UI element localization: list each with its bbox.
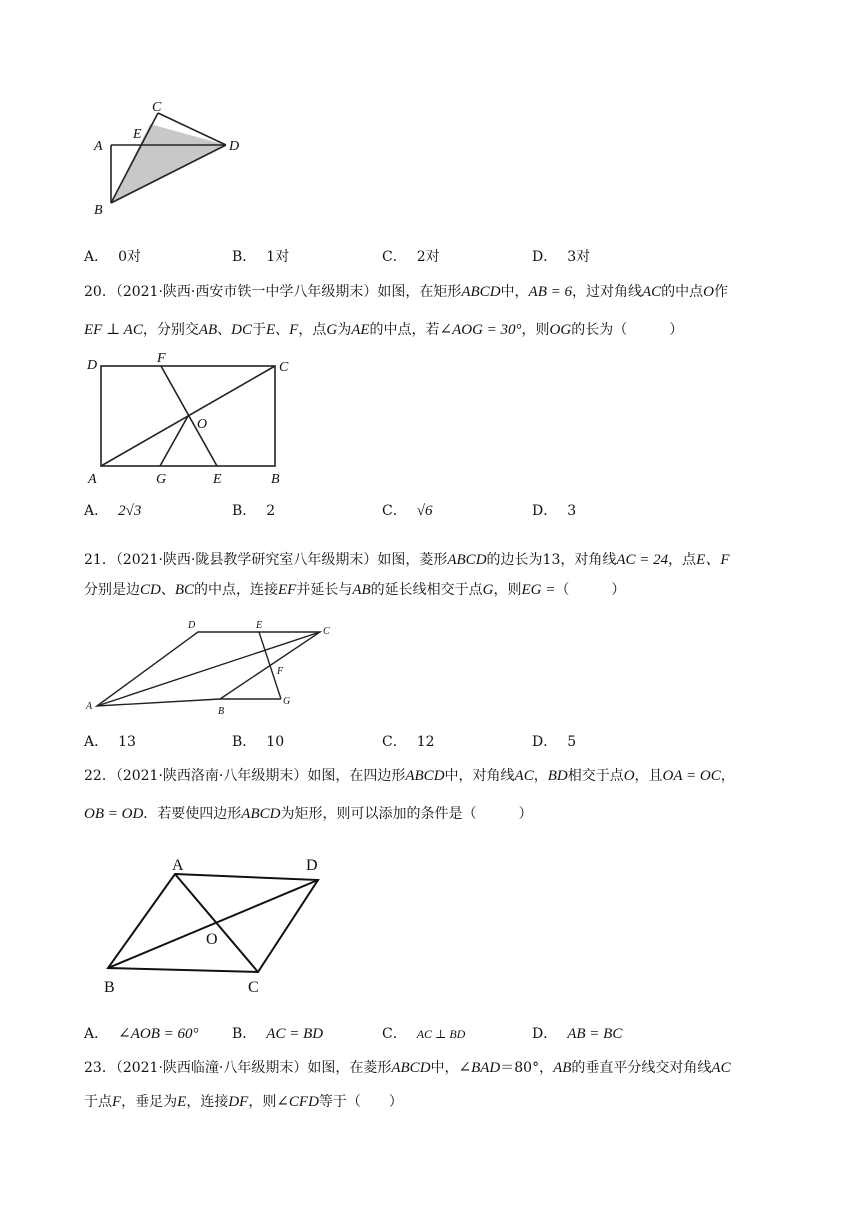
q19-label-c: C	[152, 100, 162, 115]
q20-option-d[interactable]: D． 3	[532, 503, 577, 519]
q20-number: 20．	[84, 284, 116, 300]
q19-option-d[interactable]: D． 3对	[532, 249, 591, 265]
q21-label-g: G	[283, 696, 291, 707]
q21-source: （2021·陕西·陇县教学研究室八年级期末）	[115, 552, 378, 568]
q22-label-d: D	[306, 857, 318, 874]
q21-number: 21．	[84, 552, 116, 568]
q22-option-b[interactable]: B． AC = BD	[232, 1026, 324, 1042]
q22-label-a: A	[172, 857, 184, 874]
q20-label-c: C	[279, 360, 289, 375]
q20-segment-ef	[161, 366, 217, 466]
q20-figure	[80, 352, 305, 490]
q22-source: （2021·陕西洛南·八年级期末）	[115, 768, 308, 784]
q22-option-c[interactable]: C． AC ⊥ BD	[382, 1026, 466, 1042]
q20-options	[84, 501, 804, 521]
q19-option-b[interactable]: B． 1对	[232, 249, 290, 265]
q21-stem-line1: 21．（2021·陕西·陇县教学研究室八年级期末）如图，菱形ABCD的边长为13，对角线AC = 24，点E、F	[84, 552, 730, 568]
q22-stem-line2: OB = OD．若要使四边形ABCD为矩形，则可以添加的条件是（ ）	[84, 806, 533, 822]
q19-label-d: D	[229, 139, 240, 154]
q20-label-o: O	[197, 417, 208, 432]
q20-stem-line2: EF ⊥ AC，分别交AB、DC于E、F，点G为AE的中点，若∠AOG = 30°，则OG的长为（ ）	[84, 322, 684, 338]
q19-label-a: A	[94, 139, 103, 154]
q21-label-d: D	[188, 620, 196, 631]
q22-option-a[interactable]: A． ∠AOB = 60°	[84, 1026, 199, 1042]
q22-options	[84, 1024, 804, 1044]
q19-options	[84, 247, 804, 267]
q19-label-b: B	[94, 203, 103, 218]
q22-label-b: B	[104, 979, 115, 996]
q20-option-c[interactable]: C． √6	[382, 503, 433, 519]
q21-stem-line2: 分别是边CD、BC的中点，连接EF并延长与AB的延长线相交于点G，则EG =（ ）	[84, 582, 626, 598]
q21-option-a[interactable]: A． 13	[84, 734, 136, 750]
q20-label-e: E	[213, 472, 222, 487]
q21-option-d[interactable]: D． 5	[532, 734, 577, 750]
q21-label-b: B	[218, 706, 225, 717]
q20-label-a: A	[88, 472, 97, 487]
q22-number: 22．	[84, 768, 116, 784]
q19-option-c[interactable]: C． 2对	[382, 249, 440, 265]
q21-option-b[interactable]: B． 10	[232, 734, 285, 750]
q23-source: （2021·陕西临潼·八年级期末）	[115, 1060, 308, 1076]
q19-option-a[interactable]: A． 0对	[84, 249, 142, 265]
q22-figure	[96, 848, 336, 1000]
q21-figure	[84, 618, 344, 722]
q21-options	[84, 732, 804, 752]
q23-number: 23．	[84, 1060, 116, 1076]
q20-label-f: F	[157, 351, 166, 366]
q21-option-c[interactable]: C． 12	[382, 734, 435, 750]
q19-shaded-triangle	[111, 124, 226, 203]
q21-label-f: F	[277, 666, 284, 677]
q20-label-g: G	[156, 472, 167, 487]
q20-label-b: B	[271, 472, 280, 487]
q20-stem-line1: 20．（2021·陕西·西安市铁一中学八年级期末）如图，在矩形ABCD中，AB = 6，过对角线AC的中点O作	[84, 284, 728, 300]
q21-label-a: A	[86, 701, 93, 712]
q21-label-e: E	[256, 620, 263, 631]
q22-label-c: C	[248, 979, 259, 996]
q20-label-d: D	[87, 358, 98, 373]
q20-source: （2021·陕西·西安市铁一中学八年级期末）	[115, 284, 378, 300]
q20-option-b[interactable]: B． 2	[232, 503, 276, 519]
q23-stem-line2: 于点F，垂足为E，连接DF，则∠CFD等于（ ）	[84, 1094, 403, 1110]
q21-diagonal-ac	[97, 632, 320, 706]
q21-label-c: C	[323, 626, 330, 637]
q19-figure	[86, 98, 256, 220]
q22-option-d[interactable]: D． AB = BC	[532, 1026, 623, 1042]
q20-option-a[interactable]: A． 2√3	[84, 503, 142, 519]
q22-label-o: O	[206, 931, 218, 948]
q19-label-e: E	[133, 127, 142, 142]
q22-stem-line1: 22．（2021·陕西洛南·八年级期末）如图，在四边形ABCD中，对角线AC，BD相交于点O，且OA = OC，	[84, 768, 735, 784]
q23-stem-line1: 23．（2021·陕西临潼·八年级期末）如图，在菱形ABCD中，∠BAD＝80°，AB的垂直平分线交对角线AC	[84, 1060, 731, 1076]
